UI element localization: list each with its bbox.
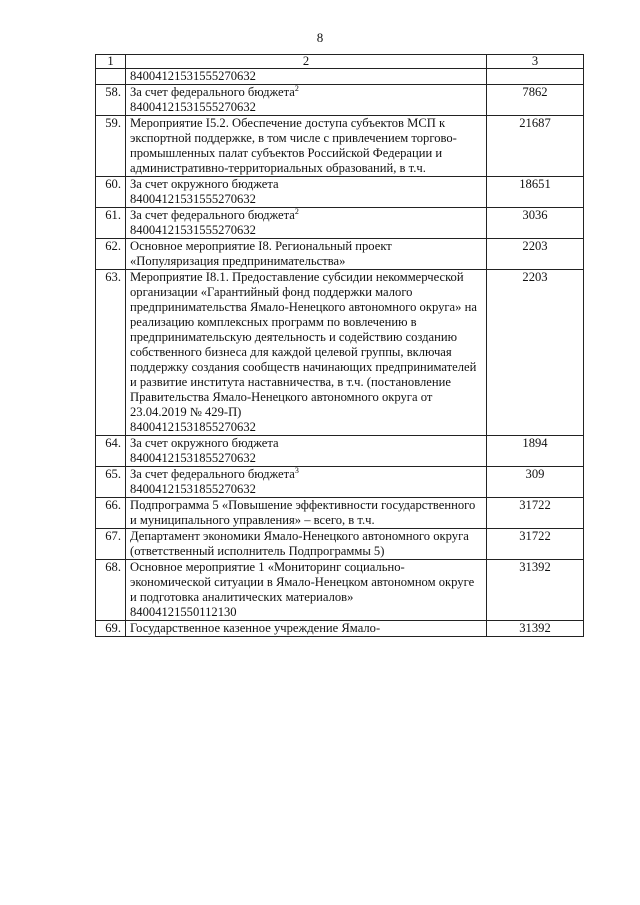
row-description: [126, 85, 487, 116]
row-number: 67.: [96, 529, 126, 560]
row-amount: 7862: [487, 85, 584, 116]
row-text: Основное мероприятие I8. Региональный проект «Популяризация предпринимательства»: [130, 239, 392, 268]
table-row: [96, 560, 584, 621]
row-description: [126, 208, 487, 239]
footnote-mark: 2: [294, 83, 299, 93]
table-row: [96, 270, 584, 436]
row-number: 64.: [96, 436, 126, 467]
column-header: 1: [96, 55, 126, 69]
row-text: За счет окружного бюджета: [130, 177, 279, 191]
row-number: 63.: [96, 270, 126, 436]
table-row: [96, 467, 584, 498]
row-amount: 309: [487, 467, 584, 498]
budget-table: [95, 54, 584, 637]
page-number: 8: [316, 30, 324, 45]
row-amount: 2203: [487, 270, 584, 436]
table-row: [96, 208, 584, 239]
row-number: 60.: [96, 177, 126, 208]
row-text: Мероприятие I8.1. Предоставление субсидии некоммерческой организации «Гарантийный фонд поддержки малого предпринимательства Ямало-Ненецкого автономного округа» на реализацию комплексных программ по вовлечению в предпринимательскую деятельность и содействию созданию собственного бизнеса для каждой целевой группы, включая поддержку создания сообществ начинающих предпринимателей и развитие института наставничества, в т.ч. (постановление Правительства Ямало-Ненецкого автономного округа от 23.04.2019 № 429-П): [130, 270, 477, 419]
row-amount: 31392: [487, 560, 584, 621]
row-text: За счет федерального бюджета: [130, 467, 295, 481]
row-number: 66.: [96, 498, 126, 529]
row-amount: 31722: [487, 498, 584, 529]
row-amount: 31722: [487, 529, 584, 560]
row-text: Подпрограмма 5 «Повышение эффективности государственного и муниципального управления» – всего, в т.ч.: [130, 498, 476, 527]
row-description: [126, 498, 487, 529]
row-description: [126, 560, 487, 621]
row-description: [126, 270, 487, 436]
budget-code: 84004121531855270632: [130, 451, 256, 465]
budget-code: 84004121531555270632: [130, 69, 256, 83]
table-row: [96, 436, 584, 467]
budget-code: 84004121550112130: [130, 605, 237, 619]
row-description: [126, 529, 487, 560]
row-text: За счет федерального бюджета: [130, 85, 295, 99]
row-number: 69.: [96, 621, 126, 637]
budget-code: 84004121531555270632: [130, 192, 256, 206]
row-description: [126, 467, 487, 498]
budget-code: 84004121531555270632: [130, 223, 256, 237]
row-amount: 21687: [487, 116, 584, 177]
row-description: [126, 436, 487, 467]
budget-code: 84004121531855270632: [130, 420, 256, 434]
table-row: [96, 85, 584, 116]
footnote-mark: 3: [294, 465, 299, 475]
table-body: [96, 69, 584, 637]
budget-code: 84004121531555270632: [130, 100, 256, 114]
row-number: 58.: [96, 85, 126, 116]
table-row: [96, 177, 584, 208]
table-header-row: [96, 55, 584, 69]
row-text: Основное мероприятие 1 «Мониторинг социально-экономической ситуации в Ямало-Ненецком автономном округе и подготовка аналитических материалов»: [130, 560, 475, 604]
row-number: 61.: [96, 208, 126, 239]
table-row: [96, 498, 584, 529]
row-amount: 3036: [487, 208, 584, 239]
row-description: [126, 177, 487, 208]
row-text: Мероприятие I5.2. Обеспечение доступа субъектов МСП к экспортной поддержке, в том числе с привлечением торгово-промышленных палат субъектов Российской Федерации и административно-территориальных образований, в т.ч.: [130, 116, 457, 175]
column-header: 2: [126, 55, 487, 69]
row-amount: 2203: [487, 239, 584, 270]
table-row: [96, 116, 584, 177]
footnote-mark: 2: [294, 206, 299, 216]
row-text: Департамент экономики Ямало-Ненецкого автономного округа (ответственный исполнитель Подпрограммы 5): [130, 529, 469, 558]
table-row: [96, 69, 584, 85]
row-number: 68.: [96, 560, 126, 621]
row-amount: [487, 69, 584, 85]
table-row: [96, 239, 584, 270]
row-description: [126, 621, 487, 637]
table-row: [96, 621, 584, 637]
table-row: [96, 529, 584, 560]
row-text: За счет федерального бюджета: [130, 208, 295, 222]
row-amount: 1894: [487, 436, 584, 467]
row-description: [126, 69, 487, 85]
row-number: 65.: [96, 467, 126, 498]
row-number: 62.: [96, 239, 126, 270]
column-header: 3: [487, 55, 584, 69]
row-amount: 18651: [487, 177, 584, 208]
row-text: Государственное казенное учреждение Ямало-: [130, 621, 381, 635]
row-number: [96, 69, 126, 85]
budget-code: 84004121531855270632: [130, 482, 256, 496]
row-amount: 31392: [487, 621, 584, 637]
row-text: За счет окружного бюджета: [130, 436, 279, 450]
row-description: [126, 239, 487, 270]
row-description: [126, 116, 487, 177]
row-number: 59.: [96, 116, 126, 177]
